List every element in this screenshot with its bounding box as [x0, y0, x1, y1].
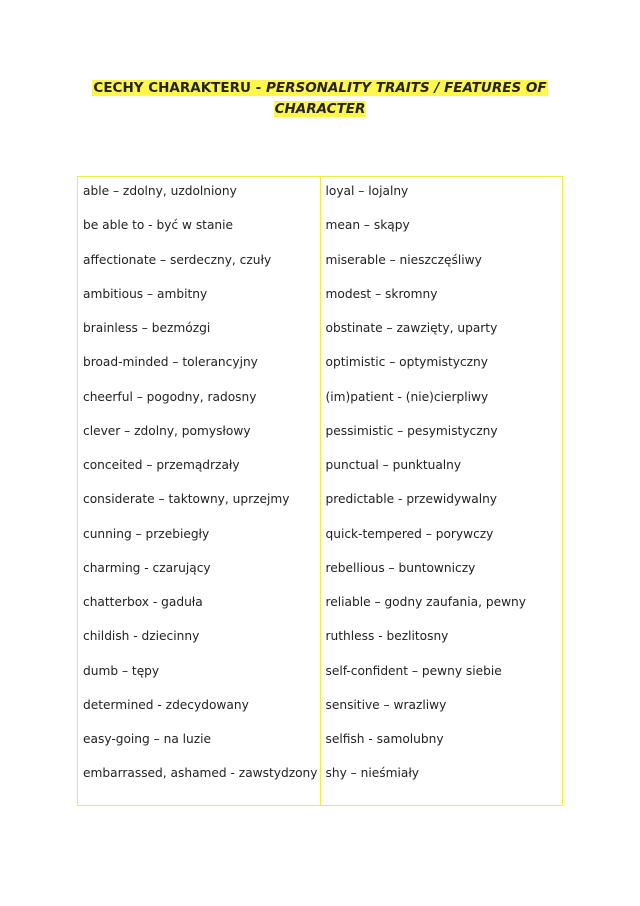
vocab-entry: loyal – lojalny: [325, 184, 409, 198]
vocab-entry: chatterbox - gaduła: [83, 595, 203, 609]
vocab-entry: ruthless - bezlitosny: [325, 629, 449, 644]
vocab-entry: determined - zdecydowany: [83, 697, 249, 712]
vocab-entry: brainless – bezmózgi: [83, 321, 211, 335]
vocab-entry: shy – nieśmiały: [325, 766, 419, 781]
vocab-entry: modest – skromny: [325, 286, 438, 301]
vocab-entry: broad-minded – tolerancyjny: [83, 355, 258, 370]
vocab-entry: reliable – godny zaufania, pewny: [325, 595, 526, 609]
vocab-entry: clever – zdolny, pomysłowy: [83, 423, 251, 438]
vocabulary-table: [77, 176, 563, 806]
vocab-entry: embarrassed, ashamed - zawstydzony: [83, 766, 318, 781]
vocab-entry: rebellious – buntowniczy: [325, 560, 476, 575]
title-english-continued: CHARACTER: [274, 101, 366, 117]
title-english: PERSONALITY TRAITS / FEATURES OF: [265, 80, 547, 96]
vocab-entry: ambitious – ambitny: [83, 286, 208, 301]
vocab-entry: charming - czarujący: [83, 560, 211, 575]
title-line-2: [0, 99, 640, 120]
vocab-entry: cunning – przebiegły: [83, 526, 210, 541]
vocab-entry: quick-tempered – porywczy: [325, 526, 494, 541]
page-title: [0, 78, 640, 120]
title-line-1: [0, 78, 640, 99]
vocab-entry: sensitive – wrazliwy: [325, 697, 447, 712]
vocab-entry: able – zdolny, uzdolniony: [83, 184, 237, 198]
vocab-entry: be able to - być w stanie: [83, 218, 234, 233]
vocab-entry: mean – skąpy: [325, 218, 410, 233]
vocab-entry: self-confident – pewny siebie: [325, 663, 502, 678]
vocab-entry: predictable - przewidywalny: [325, 492, 498, 507]
vocab-entry: cheerful – pogodny, radosny: [83, 389, 257, 404]
vocab-entry: childish - dziecinny: [83, 629, 200, 644]
title-polish: CECHY CHARAKTERU -: [93, 80, 266, 96]
vocab-entry: conceited – przemądrzały: [83, 458, 240, 472]
vocab-entry: obstinate – zawzięty, uparty: [325, 321, 498, 335]
vocabulary-column-left: [78, 177, 321, 805]
vocab-entry: optimistic – optymistyczny: [325, 355, 488, 370]
vocab-entry: easy-going – na luzie: [83, 732, 212, 746]
vocab-entry: (im)patient - (nie)cierpliwy: [325, 389, 489, 404]
vocab-entry: dumb – tępy: [83, 663, 160, 678]
vocab-entry: considerate – taktowny, uprzejmy: [83, 492, 290, 507]
vocab-entry: miserable – nieszczęśliwy: [325, 252, 482, 267]
vocab-entry: punctual – punktualny: [325, 458, 462, 472]
vocab-entry: pessimistic – pesymistyczny: [325, 423, 498, 438]
vocab-entry: selfish - samolubny: [325, 732, 444, 746]
vocabulary-column-right: [321, 177, 563, 805]
vocab-entry: affectionate – serdeczny, czuły: [83, 252, 272, 267]
